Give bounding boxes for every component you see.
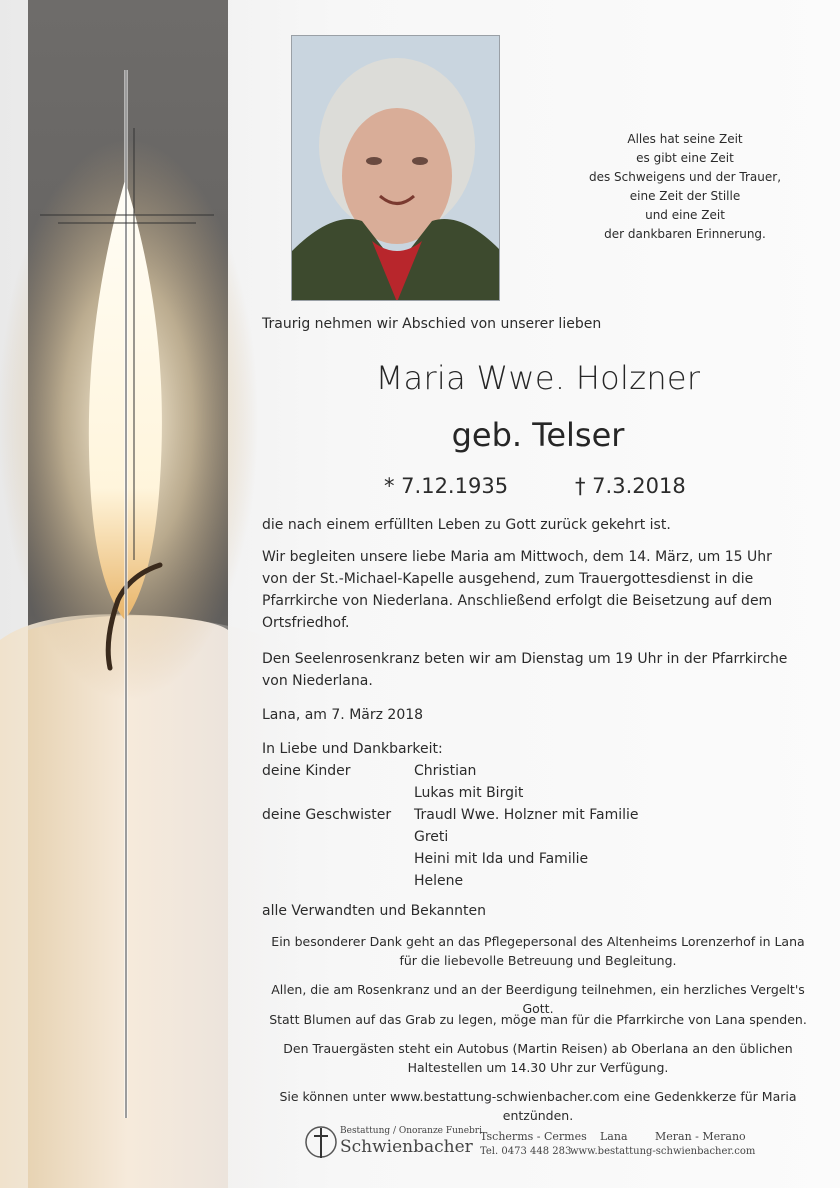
quote bbox=[560, 130, 810, 244]
quote-line: der dankbaren Erinnerung. bbox=[604, 227, 766, 241]
funeral-text: Wir begleiten unsere liebe Maria am Mittwoch, dem 14. März, um 15 Uhr von der St.-Michael-Kapelle ausgehend, zum Trauergottesdienst in die Pfarrkirche von Niederlana. Anschließend erfolgt die Beisetzung auf dem Ortsfriedhof. bbox=[262, 549, 773, 631]
returned-text: die nach einem erfüllten Leben zu Gott zurück gekehrt ist. bbox=[262, 517, 671, 533]
place-date: Lana, am 7. März 2018 bbox=[262, 707, 424, 723]
cross-logo-icon bbox=[304, 1120, 338, 1164]
candle-note: Sie können unter www.bestattung-schwienbacher.com eine Gedenkkerze für Maria entzünden. bbox=[279, 1089, 797, 1123]
portrait-photo bbox=[291, 35, 500, 301]
mourner-name: Traudl Wwe. Holzner mit Familie bbox=[414, 807, 639, 823]
mourner-relation: deine Geschwister bbox=[262, 807, 392, 823]
mourner-name: Christian bbox=[414, 763, 477, 779]
quote-line: eine Zeit der Stille bbox=[629, 189, 741, 203]
mourner-name: Helene bbox=[414, 873, 464, 889]
footer-location: Lana bbox=[600, 1130, 628, 1143]
mourner-relation: deine Kinder bbox=[262, 763, 351, 779]
footer-location: Tscherms - Cermes bbox=[480, 1130, 587, 1143]
birth-date: * 7.12.1935 bbox=[384, 474, 509, 498]
footer-location: Meran - Merano bbox=[655, 1130, 746, 1143]
flowers-text: Statt Blumen auf das Grab zu legen, möge man für die Pfarrkirche von Lana spenden. bbox=[269, 1012, 807, 1027]
intro-text: Traurig nehmen wir Abschied von unserer lieben bbox=[262, 316, 602, 332]
quote-line: Alles hat seine Zeit bbox=[627, 132, 743, 146]
bus-line: Den Trauergästen steht ein Autobus (Martin Reisen) ab Oberlana an den üblichen bbox=[283, 1041, 793, 1056]
bus-line: Haltestellen um 14.30 Uhr zur Verfügung. bbox=[407, 1060, 669, 1075]
rosary-text: Den Seelenrosenkranz beten wir am Dienstag um 19 Uhr in der Pfarrkirche von Niederlana. bbox=[262, 651, 788, 689]
death-date: † 7.3.2018 bbox=[575, 474, 686, 498]
footer-phone: Tel. 0473 448 283 bbox=[480, 1146, 572, 1157]
quote-line: des Schweigens und der Trauer, bbox=[588, 170, 782, 184]
footer-website-link[interactable]: www.bestattung-schwienbacher.com bbox=[570, 1146, 756, 1157]
love-text: In Liebe und Dankbarkeit: bbox=[262, 741, 443, 757]
quote-line: es gibt eine Zeit bbox=[636, 151, 734, 165]
thanks-rosary: Allen, die am Rosenkranz und an der Beerdigung teilnehmen, ein herzliches Vergelt's Gott. bbox=[271, 982, 805, 1016]
maiden-name: geb. Telser bbox=[451, 416, 625, 454]
logo-name: Schwienbacher bbox=[340, 1137, 473, 1157]
quote-line: und eine Zeit bbox=[645, 208, 725, 222]
thanks-line: Ein besonderer Dank geht an das Pflegepersonal des Altenheims Lorenzerhof in Lana bbox=[271, 934, 805, 949]
logo-subtitle: Bestattung / Onoranze Funebri bbox=[340, 1126, 482, 1136]
thanks-line: für die liebevolle Betreuung und Begleitung. bbox=[399, 953, 677, 968]
mourner-name: Lukas mit Birgit bbox=[414, 785, 524, 801]
deceased-name: Maria Wwe. Holzner bbox=[375, 359, 701, 397]
mourner-name: Greti bbox=[414, 829, 449, 845]
relatives-text: alle Verwandten und Bekannten bbox=[262, 903, 486, 919]
mourner-name: Heini mit Ida und Familie bbox=[414, 851, 589, 867]
